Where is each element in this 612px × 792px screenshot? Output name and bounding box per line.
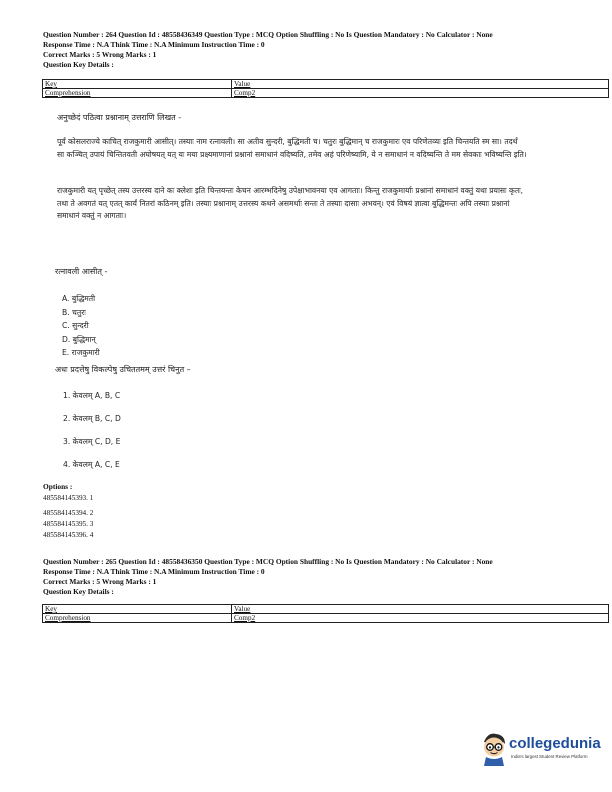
- q264-meta-line1: Question Number : 264 Question Id : 48558436349 Question Type : MCQ Option Shuffling : No Is Question Mandatory : No Calculator : None: [43, 30, 493, 39]
- passage-paragraph-1: पूर्वं कोसलराज्ये काचित् राजकुमारी आसीत्। तस्याः नाम रत्नावली। सा अतीव सुन्दरी, बुद्धिमती च। चतुरः बुद्धिमान् च राजकुमारः एव परिणेतव्यः इति चिन्तयति स्म सा। तदर्थं सा कञ्चित् उपायं चिन्तितवती अघोषयत् यत् यः मया प्रक्ष्यमाणानां प्रश्नानां समाधानं वदिष्यति, तमेव अहं परिणेष्यामि, ये न समाधानं न वदिष्यन्ति ते मम सेवकाः भविष्यन्ति इति।: [57, 137, 527, 159]
- option-1: 485584145393. 1: [43, 494, 94, 502]
- q264-meta-line4: Question Key Details :: [43, 60, 114, 69]
- option-3: 485584145395. 3: [43, 520, 94, 528]
- q265-key-table: [42, 604, 609, 623]
- choice-a: A. बुद्धिमती: [62, 294, 96, 303]
- brand-tagline: India's largest Student Review Platform: [511, 754, 588, 759]
- choice-e: E. राजकुमारी: [62, 348, 100, 358]
- q264-key-table: [42, 79, 609, 98]
- answer-2: 2. केवलम् B, C, D: [63, 414, 121, 423]
- options-label: Options :: [43, 482, 73, 491]
- choice-d: D. बुद्धिमान्: [62, 334, 96, 344]
- value-header: Value: [232, 605, 609, 614]
- choice-b: B. चतुरः: [62, 307, 86, 317]
- key-cell: Comprehension: [43, 89, 232, 98]
- mascot-icon: [478, 730, 510, 766]
- collegedunia-logo: [478, 728, 608, 772]
- key-header: Key: [43, 605, 232, 614]
- value-cell: Comp2: [232, 89, 609, 98]
- brand-name: collegedunia: [509, 735, 601, 752]
- choice-c: C. सुन्दरी: [62, 321, 89, 331]
- q265-meta-line1: Question Number : 265 Question Id : 48558436350 Question Type : MCQ Option Shuffling : No Is Question Mandatory : No Calculator : None: [43, 557, 493, 566]
- passage-paragraph-2: राजकुमारी यत् पृच्छेत् तस्य उत्तरस्य दाने कः क्लेशः इति चिन्तयन्तः केचन आरम्भदिनेषु उपेक्षाभावनया एव आगताः। किन्तु राजकुमार्याः प्रश्नानां समाधानं वक्तुं यथा प्रयासः कृतः, तथा ते अवगतं यत् एतत् कार्यं नितरां कठिनम् इति। तस्याः प्रश्नानाम् उत्तरस्य कथने असमर्थाः सन्तः ते तस्याः दासाः अभवन्। एवं विषयं ज्ञात्वा बुद्धिमन्तः अपि तस्याः प्रश्नानां समाधानं वक्तुं न आगताः।: [57, 186, 524, 221]
- option-4: 485584145396. 4: [43, 531, 94, 539]
- q264-meta-line3: Correct Marks : 5 Wrong Marks : 1: [43, 50, 157, 59]
- passage-instruction: अनुच्छेदं पठित्वा प्रश्नानाम् उत्तराणि लिखत -: [57, 113, 182, 122]
- value-header: Value: [232, 80, 609, 89]
- answer-1: 1. केवलम् A, B, C: [63, 391, 121, 400]
- key-cell: Comprehension: [43, 614, 232, 623]
- choice-list: [62, 292, 100, 360]
- q265-meta-line3: Correct Marks : 5 Wrong Marks : 1: [43, 577, 157, 586]
- option-2: 485584145394. 2: [43, 509, 94, 517]
- q265-meta-line4: Question Key Details :: [43, 587, 114, 596]
- answer-instruction: अधः प्रदत्तेषु विकल्पेषु उचिततमम् उत्तरं चिनुत –: [55, 365, 191, 374]
- q265-meta-line2: Response Time : N.A Think Time : N.A Minimum Instruction Time : 0: [43, 567, 265, 576]
- value-cell: Comp2: [232, 614, 609, 623]
- question-stem: रत्नावली आसीत् -: [55, 267, 108, 276]
- key-header: Key: [43, 80, 232, 89]
- q264-meta-line2: Response Time : N.A Think Time : N.A Minimum Instruction Time : 0: [43, 40, 265, 49]
- answer-3: 3. केवलम् C, D, E: [63, 437, 121, 446]
- answer-4: 4. केवलम् A, C, E: [63, 460, 120, 469]
